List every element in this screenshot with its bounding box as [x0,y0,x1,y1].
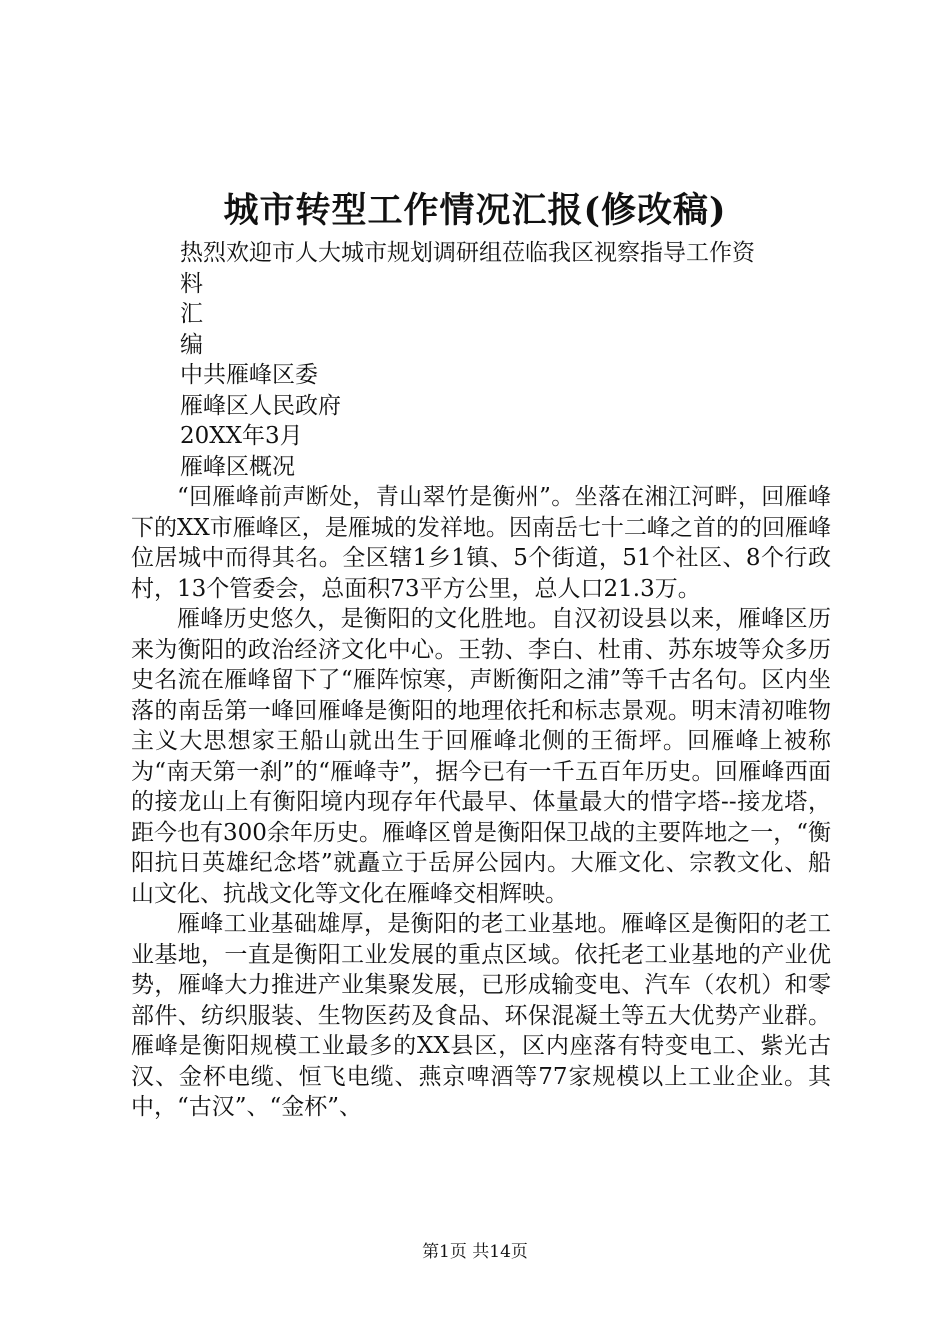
header-line-hui: 汇 [180,301,203,327]
section-heading-overview: 雁峰区概况 [180,453,295,480]
header-line-date: 20XX年3月 [180,423,303,449]
paragraph-industry: 雁峰工业基础雄厚，是衡阳的老工业基地。雁峰区是衡阳的老工业基地，一直是衡阳工业发展的重点区域。依托老工业基地的产业优势，雁峰大力推进产业集聚发展，已形成输变电、汽车（农机）和零部件、纺织服装、生物医药及食品、环保混凝土等五大优势产业群。雁峰是衡阳规模工业最多的XX县区，区内座落有特变电工、紫光古汉、金杯电缆、恒飞电缆、燕京啤酒等77家规模以上工业企业。其中，“古汉”、“金杯”、 [131,911,831,1120]
paragraph-intro: “回雁峰前声断处，青山翠竹是衡州”。坐落在湘江河畔，回雁峰下的XX市雁峰区，是雁城的发祥地。因南岳七十二峰之首的的回雁峰位居城中而得其名。全区辖1乡1镇、5个街道，51个社区、8个行政村，13个管委会，总面积73平方公里，总人口21.3万。 [131,484,831,602]
page-footer: 第1页 共14页 [422,1242,528,1262]
header-line-government: 雁峰区人民政府 [180,392,341,419]
paragraph-history: 雁峰历史悠久，是衡阳的文化胜地。自汉初设县以来，雁峰区历来为衡阳的政治经济文化中心。王勃、李白、杜甫、苏东坡等众多历史名流在雁峰留下了“雁阵惊寒，声断衡阳之浦”等千古名句。区内坐落的南岳第一峰回雁峰是衡阳的地理依托和标志景观。明末清初唯物主义大思想家王船山就出生于回雁峰北侧的王衙坪。回雁峰上被称为“南天第一刹”的“雁峰寺”，据今已有一千五百年历史。回雁峰西面的接龙山上有衡阳境内现存年代最早、体量最大的惜字塔--接龙塔，距今也有300余年历史。雁峰区曾是衡阳保卫战的主要阵地之一，“衡阳抗日英雄纪念塔”就矗立于岳屏公园内。大雁文化、宗教文化、船山文化、抗战文化等文化在雁峰交相辉映。 [131,606,831,907]
header-block [180,238,830,482]
document-title: 城市转型工作情况汇报(修改稿) [223,190,727,231]
header-line-material: 料 [180,270,203,297]
body-text [131,482,831,1123]
header-line-party-committee: 中共雁峰区委 [180,362,318,388]
header-line-welcome: 热烈欢迎市人大城市规划调研组莅临我区视察指导工作资 [180,240,755,266]
header-line-bian: 编 [180,331,203,358]
